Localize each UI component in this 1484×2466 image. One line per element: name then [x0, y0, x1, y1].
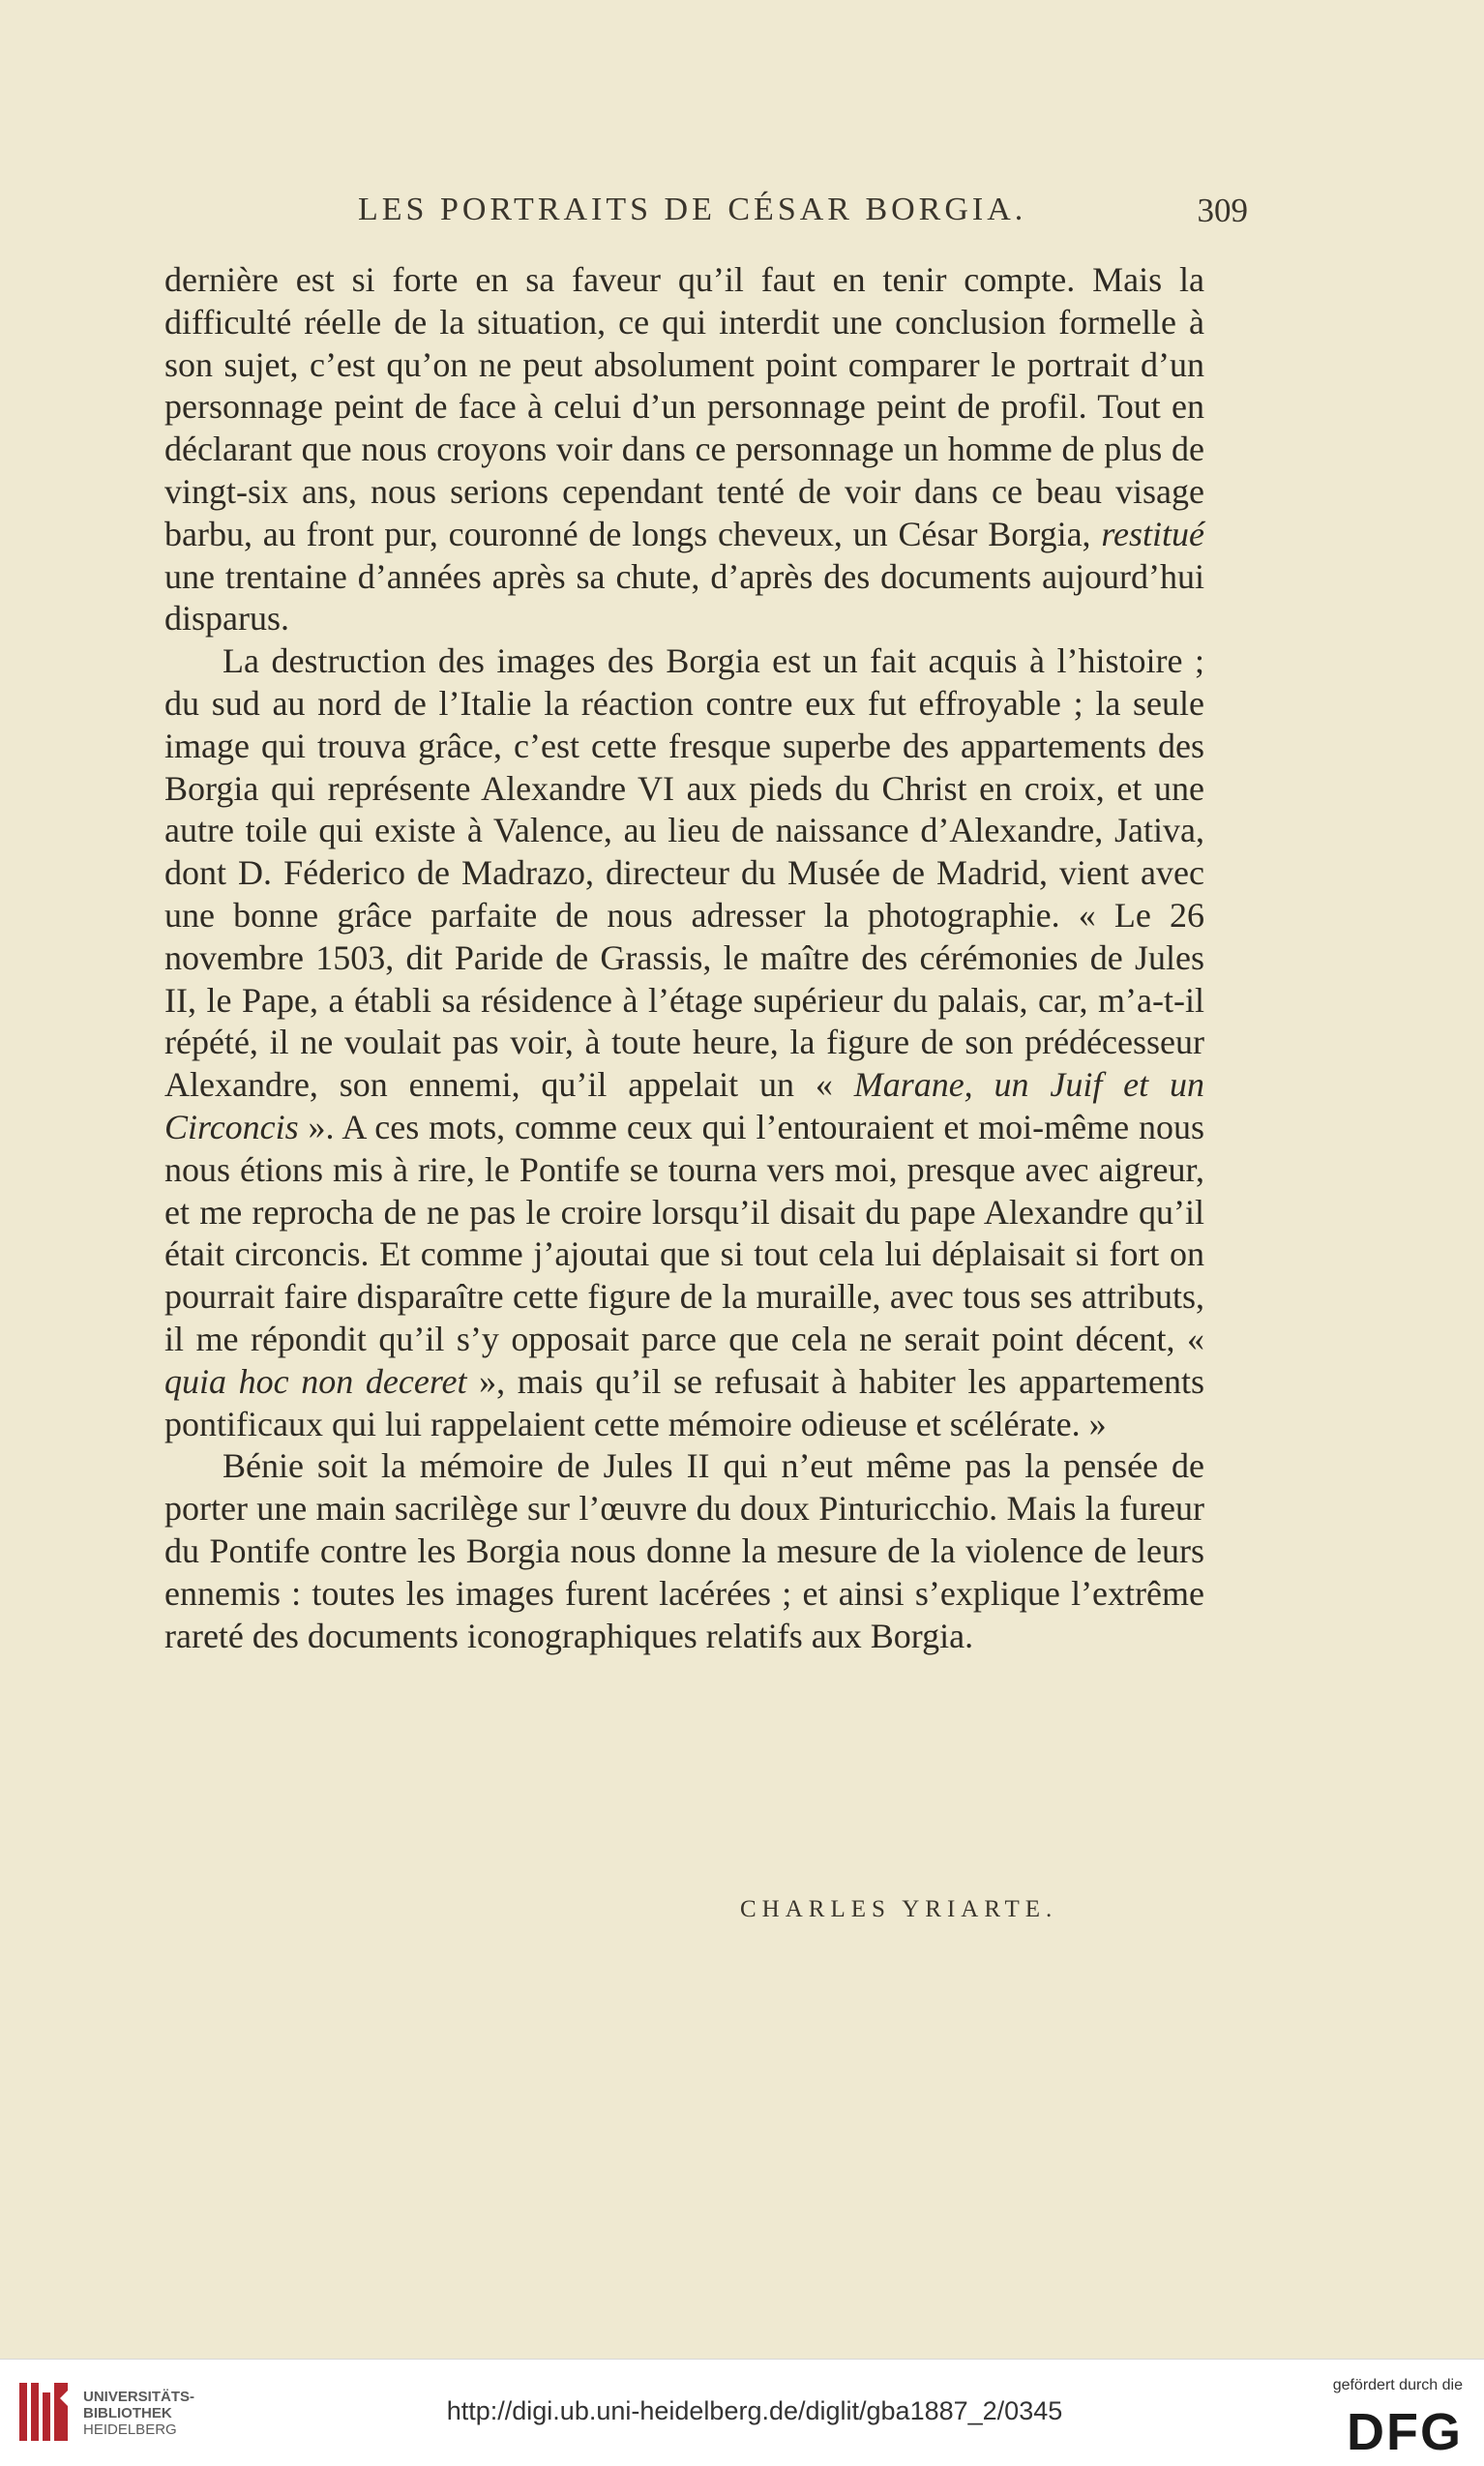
dfg-logo: DFG	[1347, 2403, 1463, 2461]
library-name-line-1: UNIVERSITÄTS-	[83, 2389, 195, 2405]
funding-caption: gefördert durch die	[1332, 2377, 1463, 2393]
paragraph-2-text-c: », mais qu’il se refusait à habiter les appartements pontificaux qui lui rappelaient cette mémoire odieuse et scélérate. »	[164, 1361, 1204, 1443]
paragraph-1	[164, 259, 1204, 640]
author-signature: CHARLES YRIARTE.	[740, 1896, 1058, 1922]
page-number: 309	[1197, 192, 1248, 229]
paragraph-2-text-b: ». A ces mots, comme ceux qui l’entouraient et moi-même nous nous étions mis à rire, le Pontife se tourna vers moi, presque avec aigreur, et me reprocha de ne pas le croire lorsqu’il disait du pape Alexandre qu’il était circoncis. Et comme j’ajoutai que si tout cela lui déplaisait si fort on pourrait faire disparaître cette figure de la muraille, avec tous ses attributs, il me répondit qu’il s’y opposait parce que cela ne serait point décent, «	[164, 1107, 1204, 1358]
paragraph-2-text-a: La destruction des images des Borgia est un fait acquis à l’histoire ; du sud au nord de l’Italie la réaction contre eux fut effroyable ; la seule image qui trouva grâce, c’est cette fresque superbe des appartements des Borgia qui représente Alexandre VI aux pieds du Christ en croix, et une autre toile qui existe à Valence, au lieu de naissance d’Alexandre, Jativa, dont D. Féderico de Madrazo, directeur du Musée de Madrid, vient avec une bonne grâce parfaite de nous adresser la photographie. « Le 26 novembre 1503, dit Paride de Grassis, le maître des cérémonies de Jules II, le Pape, a établi sa résidence à l’étage supérieur du palais, car, m’a-t-il répété, il ne voulait pas voir, à toute heure, la figure de son prédécesseur Alexandre, son ennemi, qu’il appelait un «	[164, 641, 1204, 1105]
paragraph-2-italic-1: Marane, un Juif et un Circoncis	[164, 1065, 1204, 1146]
library-name-line-3: HEIDELBERG	[83, 2421, 177, 2438]
paragraph-1-text-a: dernière est si forte en sa faveur qu’il faut en tenir compte. Mais la difficulté réelle de la situation, ce qui interdit une conclusion formelle à son sujet, c’est qu’on ne peut absolument point comparer le portrait d’un personnage peint de face à celui d’un personnage peint de profil. Tout en déclarant que nous croyons voir dans ce personnage un homme de plus de vingt-six ans, nous serions cependant tenté de voir dans ce beau visage barbu, au front pur, couronné de longs cheveux, un César Borgia,	[164, 260, 1204, 553]
article-body	[164, 259, 1204, 1657]
paragraph-1-text-b: une trentaine d’années après sa chute, d’après des documents aujourd’hui disparus.	[164, 556, 1204, 639]
ub-heidelberg-logo-icon	[15, 2377, 72, 2447]
running-title: LES PORTRAITS DE CÉSAR BORGIA.	[358, 192, 1027, 227]
paragraph-3: Bénie soit la mémoire de Jules II qui n’eut même pas la pensée de porter une main sacrilège sur l’œuvre du doux Pinturicchio. Mais la fureur du Pontife contre les Borgia nous donne la mesure de la violence de leurs ennemis : toutes les images furent lacérées ; et ainsi s’explique l’extrême rareté des documents iconographiques relatifs aux Borgia.	[164, 1446, 1204, 1655]
paragraph-1-italic: restitué	[1101, 514, 1204, 553]
library-name	[83, 2389, 194, 2438]
library-name-line-2: BIBLIOTHEK	[83, 2405, 172, 2421]
paragraph-2	[164, 640, 1204, 1445]
permalink-url[interactable]: http://digi.ub.uni-heidelberg.de/diglit/gba1887_2/0345	[446, 2396, 1063, 2425]
paragraph-2-italic-2: quia hoc non deceret	[164, 1361, 467, 1401]
viewer-footer	[0, 2359, 1484, 2466]
